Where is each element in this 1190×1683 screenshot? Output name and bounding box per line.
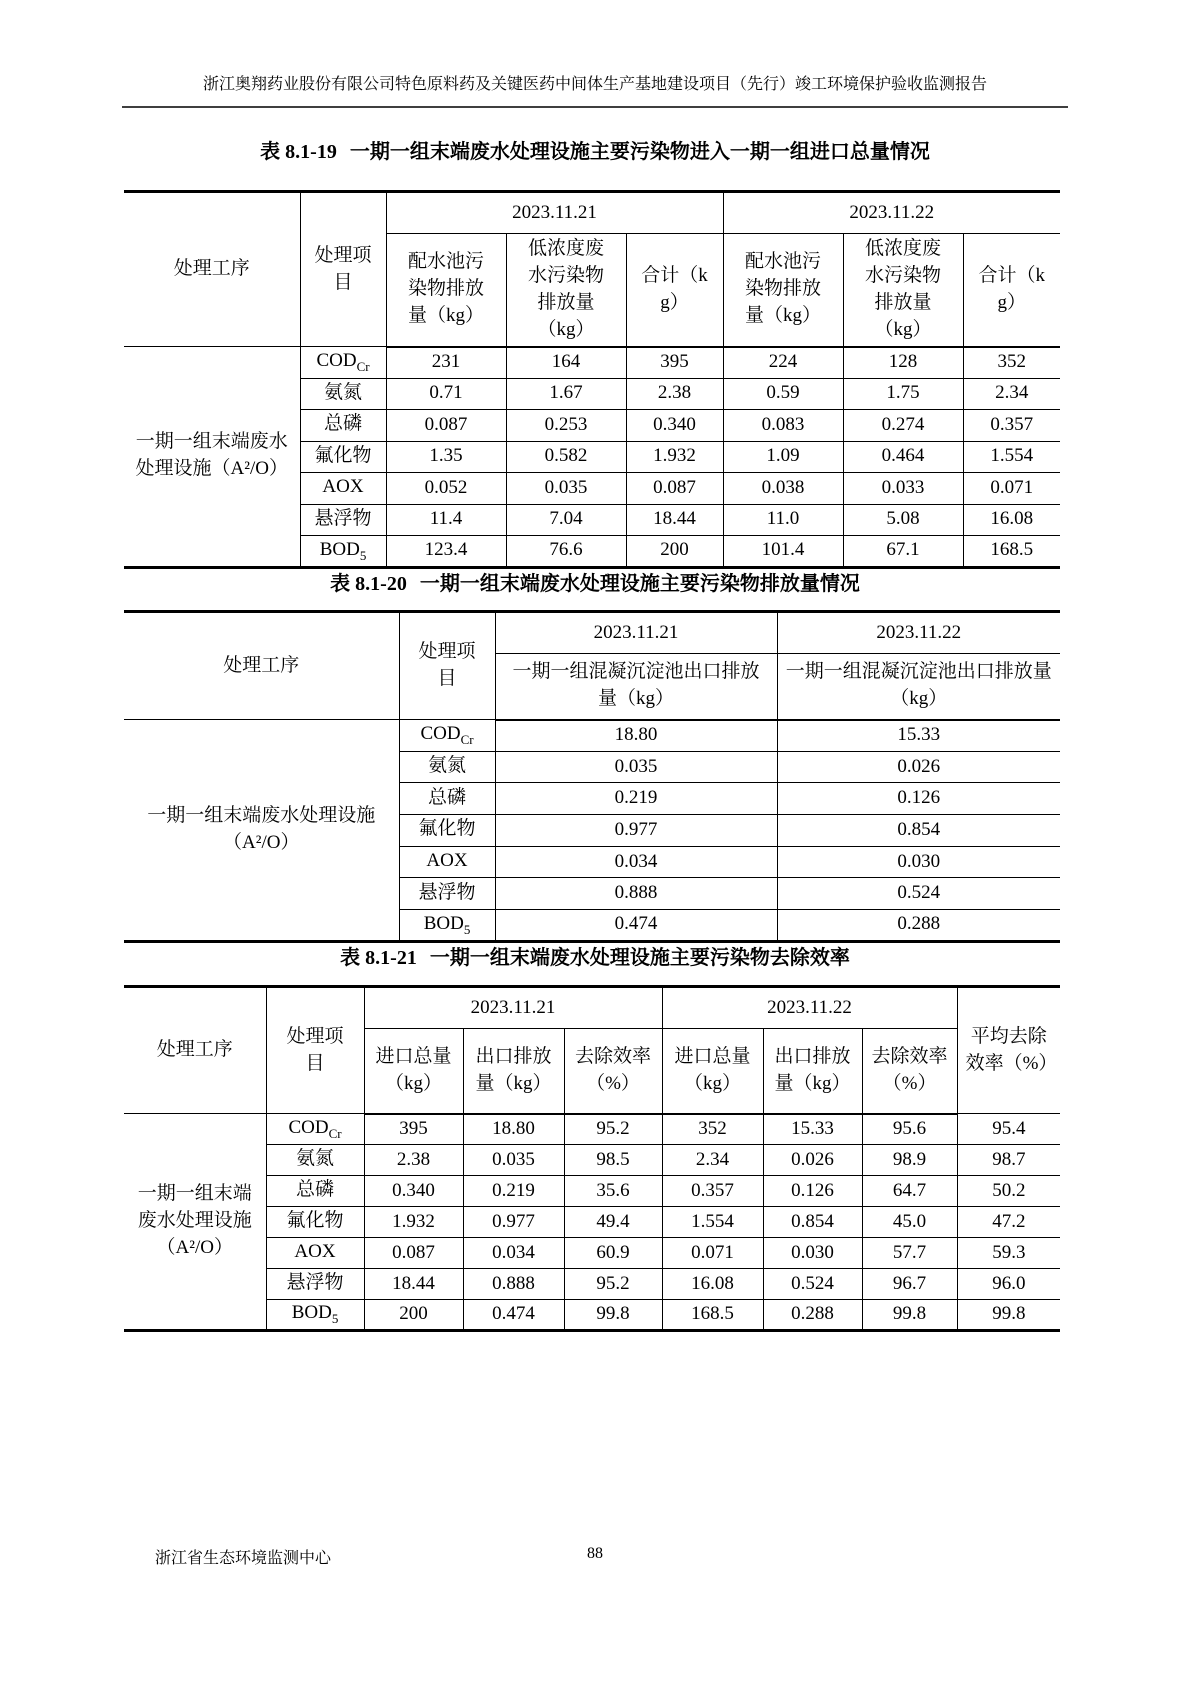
value-cell: 2.34 bbox=[963, 378, 1060, 410]
value-cell: 15.33 bbox=[777, 720, 1060, 752]
pollutant-label: 悬浮物 bbox=[300, 504, 386, 536]
value-cell: 15.33 bbox=[763, 1114, 862, 1145]
table-8-1-20 bbox=[124, 610, 1060, 943]
value-cell: 395 bbox=[626, 347, 723, 379]
value-cell: 0.474 bbox=[495, 910, 777, 942]
value-cell: 2.34 bbox=[662, 1145, 763, 1176]
value-cell: 67.1 bbox=[843, 536, 963, 568]
item-column-header: 处理项目 bbox=[266, 987, 364, 1114]
value-cell: 0.357 bbox=[662, 1176, 763, 1207]
sub-header: 低浓度废水污染物排放量（kg） bbox=[506, 234, 626, 347]
value-cell: 50.2 bbox=[957, 1176, 1060, 1207]
pollutant-label: AOX bbox=[399, 846, 495, 878]
value-cell: 76.6 bbox=[506, 536, 626, 568]
sub-header: 出口排放量（kg） bbox=[763, 1029, 862, 1114]
pollutant-label: $COD_{Cr}$ bbox=[266, 1114, 364, 1145]
value-cell: 352 bbox=[662, 1114, 763, 1145]
value-cell: 101.4 bbox=[723, 536, 843, 568]
value-cell: 0.274 bbox=[843, 410, 963, 442]
value-cell: 231 bbox=[386, 347, 506, 379]
value-cell: 0.524 bbox=[777, 878, 1060, 910]
pollutant-label: 氨氮 bbox=[399, 751, 495, 783]
pollutant-label: $BOD_5$ bbox=[266, 1300, 364, 1331]
pollutant-label: 总磷 bbox=[399, 783, 495, 815]
pollutant-label: $BOD_5$ bbox=[300, 536, 386, 568]
sub-header: 出口排放量（kg） bbox=[463, 1029, 564, 1114]
value-cell: 11.4 bbox=[386, 504, 506, 536]
pollutant-label: AOX bbox=[266, 1238, 364, 1269]
value-cell: 98.7 bbox=[957, 1145, 1060, 1176]
value-cell: 0.977 bbox=[495, 815, 777, 847]
value-cell: 123.4 bbox=[386, 536, 506, 568]
value-cell: 200 bbox=[626, 536, 723, 568]
value-cell: 0.071 bbox=[662, 1238, 763, 1269]
item-column-header: 处理项目 bbox=[300, 192, 386, 347]
value-cell: 224 bbox=[723, 347, 843, 379]
value-cell: 0.126 bbox=[763, 1176, 862, 1207]
date-header-2: 2023.11.22 bbox=[723, 192, 1060, 234]
process-cell: 一期一组末端废水处理设施（A²/O） bbox=[124, 1114, 266, 1331]
pollutant-label: 总磷 bbox=[300, 410, 386, 442]
value-cell: 47.2 bbox=[957, 1207, 1060, 1238]
value-cell: 1.67 bbox=[506, 378, 626, 410]
value-cell: 95.2 bbox=[564, 1114, 662, 1145]
pollutant-label: $COD_{Cr}$ bbox=[399, 720, 495, 752]
value-cell: 11.0 bbox=[723, 504, 843, 536]
date-header-1: 2023.11.21 bbox=[495, 612, 777, 654]
value-cell: 0.357 bbox=[963, 410, 1060, 442]
value-cell: 5.08 bbox=[843, 504, 963, 536]
value-cell: 1.554 bbox=[963, 441, 1060, 473]
value-cell: 16.08 bbox=[662, 1269, 763, 1300]
value-cell: 0.030 bbox=[777, 846, 1060, 878]
table-1-title-text: 一期一组末端废水处理设施主要污染物进入一期一组进口总量情况 bbox=[349, 141, 930, 163]
date-header-1: 2023.11.21 bbox=[386, 192, 723, 234]
value-cell: 18.80 bbox=[495, 720, 777, 752]
value-cell: 0.071 bbox=[963, 473, 1060, 505]
value-cell: 128 bbox=[843, 347, 963, 379]
footer-organization: 浙江省生态环境监测中心 bbox=[155, 1550, 332, 1567]
process-cell: 一期一组末端废水处理设施（A²/O） bbox=[124, 720, 399, 942]
table-3-title-text: 一期一组末端废水处理设施主要污染物去除效率 bbox=[429, 947, 850, 969]
value-cell: 0.126 bbox=[777, 783, 1060, 815]
sub-header: 去除效率（%） bbox=[564, 1029, 662, 1114]
value-cell: 99.8 bbox=[957, 1300, 1060, 1331]
value-cell: 0.854 bbox=[763, 1207, 862, 1238]
value-cell: 0.524 bbox=[763, 1269, 862, 1300]
value-cell: 0.087 bbox=[386, 410, 506, 442]
value-cell: 2.38 bbox=[626, 378, 723, 410]
table-8-1-21 bbox=[124, 985, 1060, 1332]
value-cell: 18.44 bbox=[626, 504, 723, 536]
value-cell: 95.6 bbox=[862, 1114, 957, 1145]
footer-page-number: 88 bbox=[587, 1545, 603, 1562]
pollutant-label: 悬浮物 bbox=[266, 1269, 364, 1300]
table-1-title bbox=[124, 138, 1066, 166]
process-column-header: 处理工序 bbox=[124, 612, 399, 720]
value-cell: 0.71 bbox=[386, 378, 506, 410]
pollutant-label: 总磷 bbox=[266, 1176, 364, 1207]
pollutant-label: 悬浮物 bbox=[399, 878, 495, 910]
value-cell: 0.288 bbox=[777, 910, 1060, 942]
average-removal-header: 平均去除效率（%） bbox=[957, 987, 1060, 1114]
sub-header: 一期一组混凝沉淀池出口排放量（kg） bbox=[495, 654, 777, 720]
value-cell: 168.5 bbox=[963, 536, 1060, 568]
value-cell: 0.59 bbox=[723, 378, 843, 410]
value-cell: 164 bbox=[506, 347, 626, 379]
value-cell: 0.026 bbox=[763, 1145, 862, 1176]
value-cell: 0.474 bbox=[463, 1300, 564, 1331]
value-cell: 96.0 bbox=[957, 1269, 1060, 1300]
value-cell: 98.9 bbox=[862, 1145, 957, 1176]
pollutant-label: 氨氮 bbox=[300, 378, 386, 410]
table-2-title bbox=[124, 570, 1066, 598]
value-cell: 0.087 bbox=[626, 473, 723, 505]
value-cell: 0.083 bbox=[723, 410, 843, 442]
value-cell: 1.554 bbox=[662, 1207, 763, 1238]
sub-header: 进口总量（kg） bbox=[364, 1029, 463, 1114]
sub-header: 合计（kg） bbox=[963, 234, 1060, 347]
process-column-header: 处理工序 bbox=[124, 192, 300, 347]
value-cell: 0.035 bbox=[506, 473, 626, 505]
value-cell: 200 bbox=[364, 1300, 463, 1331]
value-cell: 1.75 bbox=[843, 378, 963, 410]
date-header-2: 2023.11.22 bbox=[777, 612, 1060, 654]
value-cell: 1.35 bbox=[386, 441, 506, 473]
value-cell: 0.288 bbox=[763, 1300, 862, 1331]
table-3-title-no: 表 8.1-21 bbox=[340, 947, 417, 969]
value-cell: 95.2 bbox=[564, 1269, 662, 1300]
process-column-header: 处理工序 bbox=[124, 987, 266, 1114]
value-cell: 7.04 bbox=[506, 504, 626, 536]
process-cell: 一期一组末端废水处理设施（A²/O） bbox=[124, 347, 300, 568]
value-cell: 1.09 bbox=[723, 441, 843, 473]
value-cell: 0.219 bbox=[463, 1176, 564, 1207]
pollutant-label: 氟化物 bbox=[300, 441, 386, 473]
value-cell: 45.0 bbox=[862, 1207, 957, 1238]
value-cell: 0.034 bbox=[463, 1238, 564, 1269]
sub-header: 进口总量（kg） bbox=[662, 1029, 763, 1114]
value-cell: 0.035 bbox=[495, 751, 777, 783]
value-cell: 1.932 bbox=[364, 1207, 463, 1238]
value-cell: 16.08 bbox=[963, 504, 1060, 536]
value-cell: 0.464 bbox=[843, 441, 963, 473]
item-column-header: 处理项目 bbox=[399, 612, 495, 720]
value-cell: 57.7 bbox=[862, 1238, 957, 1269]
value-cell: 168.5 bbox=[662, 1300, 763, 1331]
value-cell: 0.219 bbox=[495, 783, 777, 815]
sub-header: 配水池污染物排放量（kg） bbox=[723, 234, 843, 347]
value-cell: 0.340 bbox=[364, 1176, 463, 1207]
table-2-title-no: 表 8.1-20 bbox=[330, 573, 407, 595]
value-cell: 0.253 bbox=[506, 410, 626, 442]
value-cell: 0.034 bbox=[495, 846, 777, 878]
sub-header: 去除效率（%） bbox=[862, 1029, 957, 1114]
document-header: 浙江奥翔药业股份有限公司特色原料药及关键医药中间体生产基地建设项目（先行）竣工环境保护验收监测报告 bbox=[202, 76, 987, 93]
pollutant-label: 氟化物 bbox=[399, 815, 495, 847]
value-cell: 352 bbox=[963, 347, 1060, 379]
value-cell: 49.4 bbox=[564, 1207, 662, 1238]
pollutant-label: 氨氮 bbox=[266, 1145, 364, 1176]
pollutant-label: 氟化物 bbox=[266, 1207, 364, 1238]
sub-header: 一期一组混凝沉淀池出口排放量（kg） bbox=[777, 654, 1060, 720]
table-2-title-text: 一期一组末端废水处理设施主要污染物排放量情况 bbox=[419, 573, 860, 595]
table-1-title-no: 表 8.1-19 bbox=[260, 141, 337, 163]
value-cell: 59.3 bbox=[957, 1238, 1060, 1269]
value-cell: 1.932 bbox=[626, 441, 723, 473]
date-header-2: 2023.11.22 bbox=[662, 987, 957, 1029]
value-cell: 0.035 bbox=[463, 1145, 564, 1176]
table-3-title bbox=[124, 944, 1066, 972]
value-cell: 0.033 bbox=[843, 473, 963, 505]
pollutant-label: $COD_{Cr}$ bbox=[300, 347, 386, 379]
pollutant-label: $BOD_5$ bbox=[399, 910, 495, 942]
value-cell: 96.7 bbox=[862, 1269, 957, 1300]
value-cell: 0.888 bbox=[495, 878, 777, 910]
value-cell: 0.052 bbox=[386, 473, 506, 505]
value-cell: 98.5 bbox=[564, 1145, 662, 1176]
value-cell: 64.7 bbox=[862, 1176, 957, 1207]
value-cell: 60.9 bbox=[564, 1238, 662, 1269]
value-cell: 0.977 bbox=[463, 1207, 564, 1238]
table-8-1-19 bbox=[124, 190, 1060, 569]
value-cell: 395 bbox=[364, 1114, 463, 1145]
value-cell: 99.8 bbox=[862, 1300, 957, 1331]
value-cell: 0.888 bbox=[463, 1269, 564, 1300]
value-cell: 99.8 bbox=[564, 1300, 662, 1331]
value-cell: 35.6 bbox=[564, 1176, 662, 1207]
value-cell: 0.854 bbox=[777, 815, 1060, 847]
pollutant-label: AOX bbox=[300, 473, 386, 505]
date-header-1: 2023.11.21 bbox=[364, 987, 662, 1029]
sub-header: 低浓度废水污染物排放量（kg） bbox=[843, 234, 963, 347]
value-cell: 0.030 bbox=[763, 1238, 862, 1269]
value-cell: 0.087 bbox=[364, 1238, 463, 1269]
value-cell: 95.4 bbox=[957, 1114, 1060, 1145]
header-rule bbox=[122, 106, 1068, 108]
value-cell: 0.340 bbox=[626, 410, 723, 442]
value-cell: 0.038 bbox=[723, 473, 843, 505]
value-cell: 18.44 bbox=[364, 1269, 463, 1300]
value-cell: 0.582 bbox=[506, 441, 626, 473]
value-cell: 2.38 bbox=[364, 1145, 463, 1176]
value-cell: 0.026 bbox=[777, 751, 1060, 783]
sub-header: 配水池污染物排放量（kg） bbox=[386, 234, 506, 347]
value-cell: 18.80 bbox=[463, 1114, 564, 1145]
sub-header: 合计（kg） bbox=[626, 234, 723, 347]
